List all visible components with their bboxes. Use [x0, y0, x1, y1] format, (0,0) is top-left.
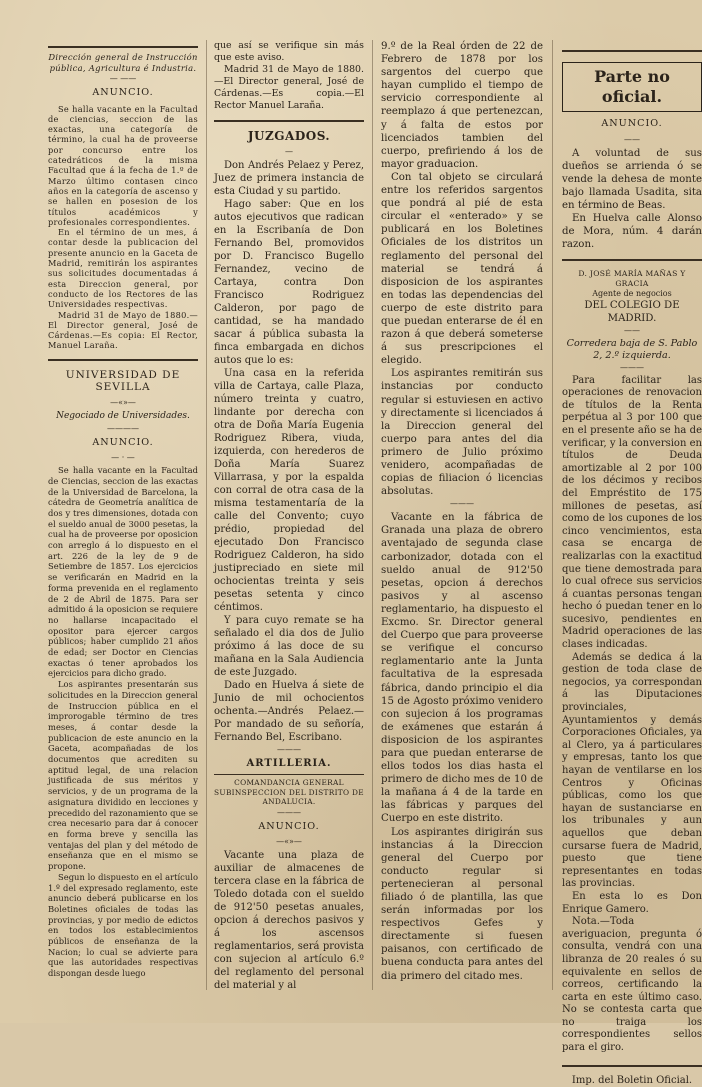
- juzgados-heading: JUZGADOS.: [247, 129, 331, 143]
- rule: [214, 774, 364, 775]
- ornament: ———: [450, 499, 474, 509]
- juzgado-paragraph: Una casa en la referida villa de Cartaya, calle Plaza, número treinta y cuatro, lindante por derecha con otra de Doña María Eugenia Rodriguez Ribera, viuda, izquierda, con herederos de Doña María Suarez Villarrasa, y por la espalda con corral de otra casa de la misma testamentaría de la calle del Convento; cuyo prédio, propiedad del ejecutado Don Francisco Rodriguez Calderon, ha sido justipreciado en siete mil ochocientas treinta y seis pesetas setenta y cinco céntimos.: [214, 367, 364, 613]
- artilleria-paragraph: 9.º de la Real órden de 22 de Febrero de 1878 por los sargentos del cuerpo que hayan cumplido el tiempo de servicio correspondiente al reemplazo á que pertenezcan, y á falta de estos por licenciados tambien del cuerpo, prefiriendo á los de mayor graduacion.: [381, 41, 543, 170]
- agent-note: Nota.—Toda averiguacion, pregunta ó consulta, vendrá con una libranza de 20 reales ó su equivalente en sellos de correos, certificando la carta en este último caso. No se contesta carta que no traiga los correspondientes sellos para el giro.: [562, 916, 702, 1054]
- anuncio-paragraph: En Huelva calle Alonso de Mora, núm. 4 darán razon.: [562, 212, 702, 250]
- artilleria-heading: ARTILLERIA.: [246, 757, 332, 769]
- ornament: — ——: [109, 74, 137, 83]
- ornament: ———: [277, 807, 301, 817]
- anuncio-paragraph: Se halla vacante en la Facultad de Ciencias, seccion de las exactas de la Universidad de Barcelona, la cátedra de Geometría analítica de dos y tres dimensiones, dotada con el sueldo anual de 3000 pesetas, la cual ha de proveerse por oposicion con arreglo á lo dispuesto en el art. 226 de la ley de 9 de Setiembre de 1857. Los ejercicios se verificarán en Madrid en la forma prevenida en el reglamento de 2 de Abril de 1875. Para ser admitido á la oposicion se requiere no hallarse incapacitado el opositor para ejercer cargos públicos; haber cumplido 21 años de edad; ser Doctor en Ciencias exactas ó tener aprobados los ejercicios para dicho grado.: [48, 465, 198, 679]
- rule: [562, 50, 702, 52]
- column-rule: [552, 40, 553, 990]
- artilleria-paragraph: Vacante una plaza de auxiliar de almacenes de tercera clase en la fábrica de Toledo dotada con el sueldo de 912'50 pesetas anuales, opcion á derechos pasivos y á los ascensos reglamentarios, será provista con sujecion al artículo 6.º del reglamento del personal del material y al: [214, 850, 364, 992]
- rule: [214, 120, 364, 122]
- ornament: ——: [624, 134, 640, 144]
- ornament: ———: [620, 362, 644, 372]
- anuncio-heading: ANUNCIO.: [258, 820, 320, 832]
- agent-paragraph: Para facilitar las operaciones de renovacion de títulos de la Renta perpétua al 3 por 100 que en el presente año se ha de verificar, y la conversion en títulos de Deuda amortizable al 2 por 100 de los décimos y recibos del Empréstito de 175 millones de pesetas, así como de los cupones de los cinco vencimientos, esta casa se encarga de realizarlas con la exactitud que tiene demostrada para lo cual ofrece sus servicios á cuantas personas tengan hecho ó puedan tener en lo sucesivo, pendientes en Madrid operaciones de las clases indicadas.: [562, 374, 702, 651]
- column-rule: [372, 40, 373, 990]
- column-2: [214, 40, 364, 992]
- anuncio-paragraph: A voluntad de sus dueños se arrienda ó se vende la dehesa de monte bajo llamada Usadita, sita en término de Beas.: [562, 147, 702, 211]
- artilleria-paragraph: Vacante en la fábrica de Granada una plaza de obrero aventajado de segunda clase carbonizador, dotada con el sueldo anual de 912'50 pesetas, opcion á derechos pasivos y al ascenso reglamentario, ha dispuesto el Excmo. Sr. Director general del Cuerpo que para proveerse se verifique el concurso reglamentario ante la Junta facultativa de la espresada fábrica, dando principio el dia 15 de Agosto próximo venidero con sujecion á los programas de exámenes que estarán á disposicion de los aspirantes para que puedan enterarse de ellos todos los dias hasta el primero de dicho mes de 10 de la mañana á 4 de la tarde en las fábricas y parques del Cuerpo en este distrito.: [381, 512, 543, 825]
- ornament: ————: [107, 423, 139, 433]
- university-subheading: Negociado de Universidades.: [56, 410, 190, 421]
- artilleria-paragraph: Los aspirantes remitirán sus instancias por conducto regular si estuviesen en activo y directamente si licenciados á la Direccion general del cuerpo para antes del dia primero de Julio próximo venidero, acompañadas de copias de filiacion ó licencias absolutas.: [381, 368, 543, 498]
- juzgado-paragraph: Dado en Huelva á siete de Junio de mil ochocientos ochenta.—Andrés Pelaez.—Por mandado de su señoría, Fernando Bel, Escribano.: [214, 679, 364, 743]
- continued-text: que así se verifique sin más que este aviso.: [214, 40, 364, 63]
- artilleria-paragraph: Los aspirantes dirigirán sus instancias á la Direccion general del Cuerpo por conducto regular si pertenecieran al personal filiado ó de plantilla, las que serán informadas por los respectivos Gefes y directamente si fuesen paisanos, con certificado de buena conducta para antes del dia primero del citado mes.: [381, 826, 543, 982]
- ornament: ———: [277, 744, 301, 754]
- imprint: Imp. del Boletin Oficial.: [571, 1074, 693, 1086]
- university-heading: UNIVERSIDAD DE SEVILLA: [65, 368, 181, 394]
- juzgado-paragraph: Don Andrés Pelaez y Perez, Juez de primera instancia de esta Ciudad y su partido.: [214, 159, 364, 197]
- agent-paragraph: En esta lo es Don Enrique Gamero.: [562, 890, 702, 915]
- ornament: ——: [624, 325, 640, 335]
- anuncio-signature: Madrid 31 de Mayo de 1880.—El Director general, José de Cárdenas.—Es copia: El Rector, Manuel Laraña.: [48, 309, 198, 351]
- rule: [48, 46, 198, 48]
- section-header: Dirección general de Instrucción pública, Agricultura é Industria.: [48, 52, 198, 73]
- ornament: —«»—: [276, 837, 302, 847]
- rule: [48, 359, 198, 361]
- agent-name: D. JOSÉ MARÍA MAÑAS Y GRACIA: [578, 268, 686, 288]
- agent-college: DEL COLEGIO DE MADRID.: [584, 299, 680, 324]
- anuncio-heading: ANUNCIO.: [92, 436, 154, 448]
- artilleria-paragraph: Con tal objeto se circulará entre los referidos sargentos que pondrá al pié de esta circular el «enterado» y se publicará en los Boletines Oficiales de los distritos un reglamento del personal del material se tendrá á disposicion de los aspirantes en todas las dependencias del cuerpo de este distrito para que puedan enterarse de él en razon á que deberá someterse á sus prescripciones el elegido.: [381, 171, 543, 367]
- anuncio-heading: ANUNCIO.: [601, 118, 663, 129]
- agent-address: Corredera baja de S. Pablo 2, 2.º izquierda.: [566, 337, 698, 361]
- ornament: —«»—: [110, 397, 136, 407]
- anuncio-paragraph: Se halla vacante en la Facultad de ciencias, seccion de las exactas, una categoría de término, la cual ha de proveerse por concurso entre los catedráticos de la misma Facultad que á la fecha de 1.º de Marzo último contasen cinco años en la categoría de ascenso y se hallen en posesion de los títulos académicos y profesionales correspondientes.: [48, 103, 198, 227]
- column-rule: [206, 40, 207, 990]
- comandancia-heading: COMANDANCIA GENERAL SUBINSPECCION DEL DISTRITO DE ANDALUCIA.: [214, 778, 364, 807]
- anuncio-paragraph: En el término de un mes, á contar desde la publicacion del presente anuncio en la Gaceta de Madrid, remitirán los aspirantes sus solicitudes documentadas á esta Direccion general, por conducto de los Rectores de las Universidades respectivas.: [48, 227, 198, 310]
- column-4: [562, 40, 702, 1086]
- signature: Madrid 31 de Mayo de 1880.—El Director general, José de Cárdenas.—Es copia.—El Rector Manuel Laraña.: [214, 64, 364, 111]
- anuncio-paragraph: Segun lo dispuesto en el artículo 1.º del expresado reglamento, este anuncio deberá publicarse en los Boletines oficiales de todas las provincias, y por medio de edictos en todos los establecimientos públicos de enseñanza de la Nacion; lo cual se advierte para que las autoridades respectivas dispongan desde luego: [48, 871, 198, 979]
- section-box-title: Parte no oficial.: [562, 62, 702, 112]
- anuncio-heading: ANUNCIO.: [92, 87, 154, 98]
- agent-role: Agente de negocios: [592, 288, 672, 298]
- ornament: — · —: [111, 453, 135, 463]
- rule: [562, 259, 702, 261]
- juzgado-paragraph: Hago saber: Que en los autos ejecutivos que radican en la Escribanía de Don Fernando Bel, promovidos por D. Francisco Bugello Fernandez, vecino de Cartaya, contra Don Francisco Rodriguez Calderon, por pago de cantidad, se ha mandado sacar á pública subasta la finca embargada en dichos autos que lo es:: [214, 198, 364, 366]
- juzgado-paragraph: Y para cuyo remate se ha señalado el dia dos de Julio próximo á las doce de su mañana en la Sala Audiencia de este Juzgado.: [214, 614, 364, 678]
- anuncio-paragraph: Los aspirantes presentarán sus solicitudes en la Direccion general de Instruccion pública en el improrogable término de tres meses, á contar desde la publicacion de este anuncio en la Gaceta, acompañadas de los documentos que acrediten su aptitud legal, de una relacion justificada de sus méritos y servicios, y de un programa de la asignatura dividido en lecciones y precedido del razonamiento que se crea necesario para dar á conocer en forma breve y sencilla las ventajas del plan y del método de enseñanza que en el mismo se propone.: [48, 679, 198, 872]
- column-1: [48, 40, 198, 985]
- column-3: [381, 40, 543, 985]
- ornament: —: [285, 146, 293, 156]
- agent-paragraph: Además se dedica á la gestion de toda clase de negocios, ya correspondan á las Diputaciones provinciales, Ayuntamientos y demás Corporaciones Oficiales, ya al Clero, ya á particulares y empresas, tanto los que hayan de ventilarse en los Centros y Oficinas públicas, como los que hayan de sustanciarse en los tribunales y aun aquellos que deban cursarse fuera de Madrid, puesto que tiene representantes en todas las provincias.: [562, 651, 702, 890]
- rule: [562, 1065, 702, 1067]
